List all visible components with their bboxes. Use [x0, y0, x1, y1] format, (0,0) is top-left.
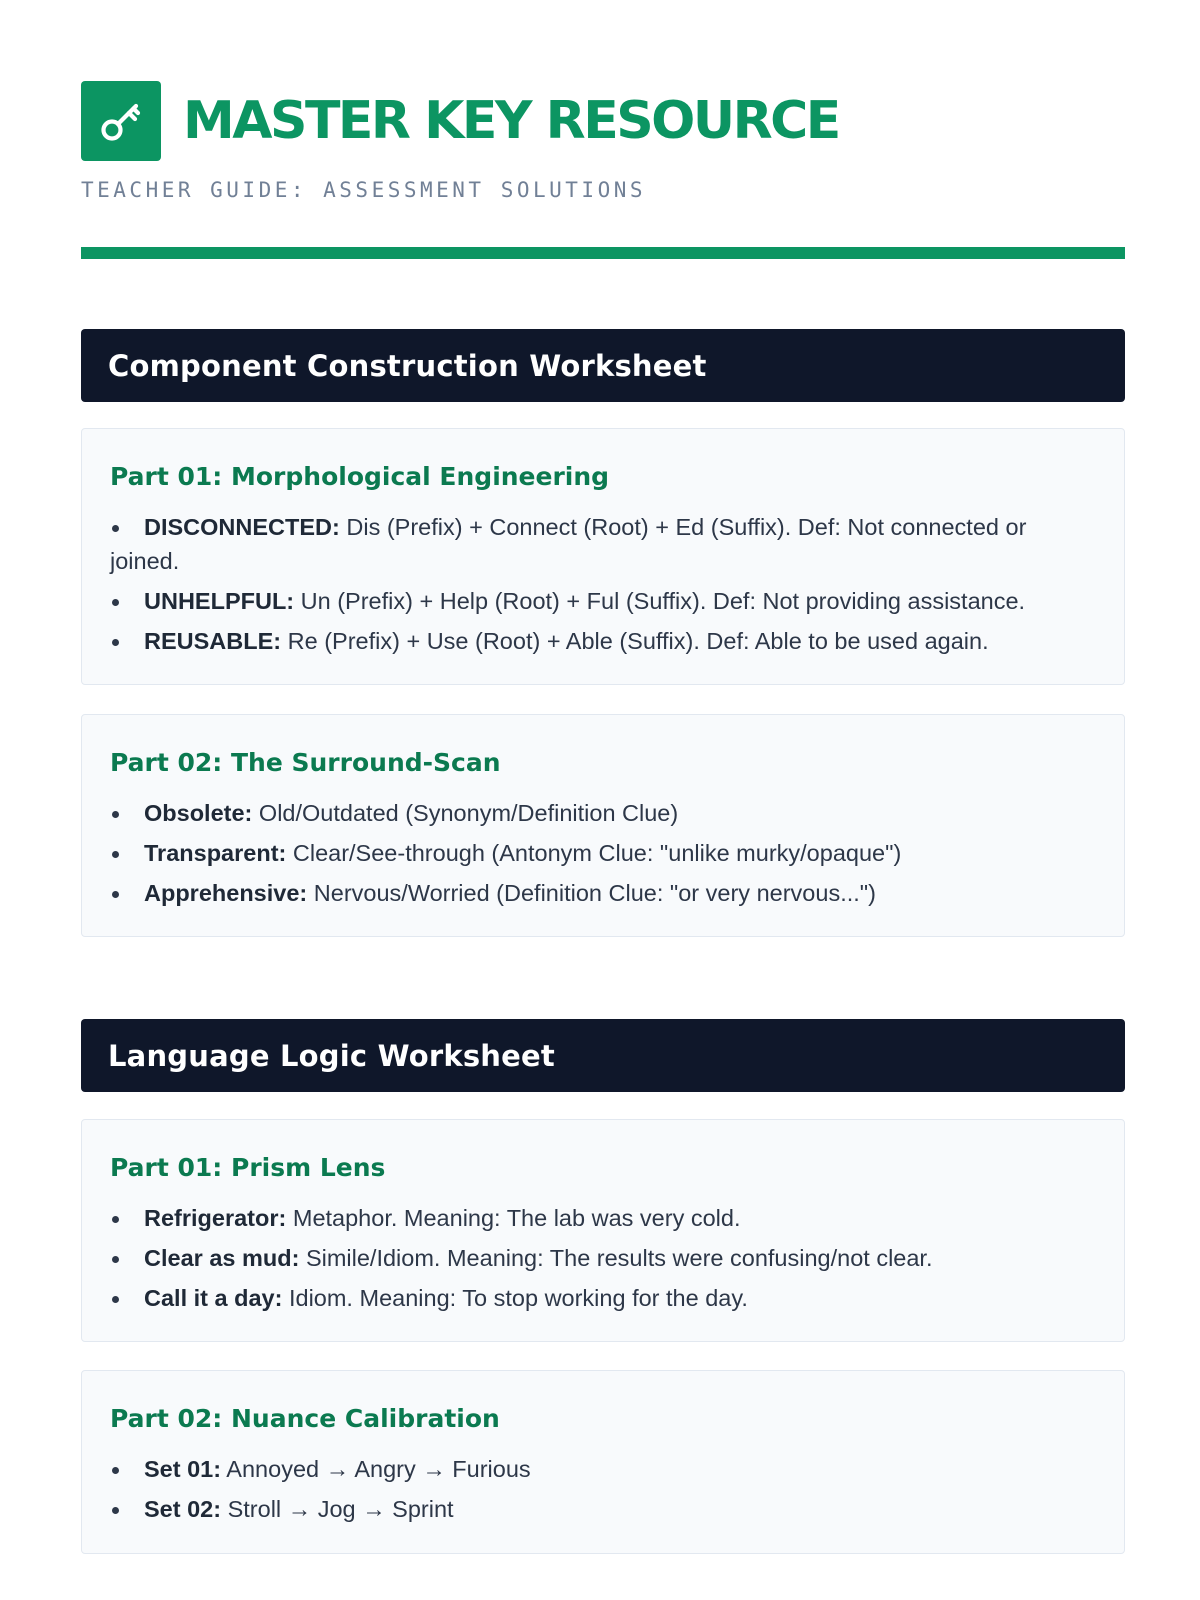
answer-item	[110, 624, 1096, 658]
answer-term: UNHELPFUL:	[144, 588, 295, 614]
answer-item	[110, 1452, 1096, 1486]
answer-text: Simile/Idiom. Meaning: The results were confusing/not clear.	[299, 1245, 933, 1271]
answer-list	[110, 796, 1096, 910]
page-title: MASTER KEY RESOURCE	[183, 90, 839, 151]
answer-term: Set 02:	[144, 1496, 222, 1522]
answer-term: REUSABLE:	[144, 628, 282, 654]
answer-item	[110, 510, 1096, 578]
part-title: Part 01: Morphological Engineering	[110, 462, 610, 491]
answer-item	[110, 796, 1096, 830]
answer-item	[110, 836, 1096, 870]
answer-term: Call it a day:	[144, 1285, 283, 1311]
key-icon	[81, 81, 161, 161]
answer-text: Metaphor. Meaning: The lab was very cold.	[286, 1205, 741, 1231]
part-title: Part 01: Prism Lens	[110, 1153, 386, 1182]
answer-text: Stroll → Jog → Sprint	[221, 1496, 454, 1522]
section-title: Language Logic Worksheet	[108, 1038, 555, 1073]
answer-item	[110, 1281, 1096, 1315]
answer-term: Clear as mud:	[144, 1245, 300, 1271]
answer-text: Nervous/Worried (Definition Clue: "or very nervous...")	[307, 880, 876, 906]
answer-item	[110, 876, 1096, 910]
section-header-component-construction	[81, 329, 1125, 402]
answer-text: Annoyed → Angry → Furious	[221, 1456, 531, 1482]
answer-list	[110, 510, 1096, 658]
document-header	[81, 80, 1125, 202]
answer-term: DISCONNECTED:	[144, 514, 340, 540]
section-header-language-logic	[81, 1019, 1125, 1092]
answer-term: Transparent:	[144, 840, 287, 866]
answer-text: Re (Prefix) + Use (Root) + Able (Suffix). Def: Able to be used again.	[281, 628, 989, 654]
title-row	[81, 80, 1125, 161]
answer-text: Dis (Prefix) + Connect (Root) + Ed (Suffix). Def: Not connected or joined.	[110, 514, 1027, 574]
answer-text: Idiom. Meaning: To stop working for the day.	[282, 1285, 748, 1311]
answer-term: Refrigerator:	[144, 1205, 287, 1231]
answer-list	[110, 1201, 1096, 1315]
answer-item	[110, 1201, 1096, 1235]
page-subtitle: TEACHER GUIDE: ASSESSMENT SOLUTIONS	[81, 178, 647, 202]
answer-term: Obsolete:	[144, 800, 253, 826]
part-title: Part 02: The Surround-Scan	[110, 748, 501, 777]
part-card-surround-scan	[81, 714, 1125, 937]
answer-item	[110, 1241, 1096, 1275]
section-title: Component Construction Worksheet	[108, 348, 707, 383]
part-card-nuance-calibration	[81, 1370, 1125, 1554]
answer-term: Apprehensive:	[144, 880, 308, 906]
answer-item	[110, 1492, 1096, 1526]
answer-term: Set 01:	[144, 1456, 222, 1482]
part-title: Part 02: Nuance Calibration	[110, 1404, 500, 1433]
answer-item	[110, 584, 1096, 618]
answer-text: Clear/See-through (Antonym Clue: "unlike murky/opaque")	[286, 840, 902, 866]
part-card-prism-lens	[81, 1119, 1125, 1342]
part-card-morphological-engineering	[81, 428, 1125, 685]
answer-list	[110, 1452, 1096, 1526]
answer-text: Old/Outdated (Synonym/Definition Clue)	[252, 800, 679, 826]
answer-text: Un (Prefix) + Help (Root) + Ful (Suffix). Def: Not providing assistance.	[294, 588, 1026, 614]
header-divider	[81, 247, 1125, 259]
